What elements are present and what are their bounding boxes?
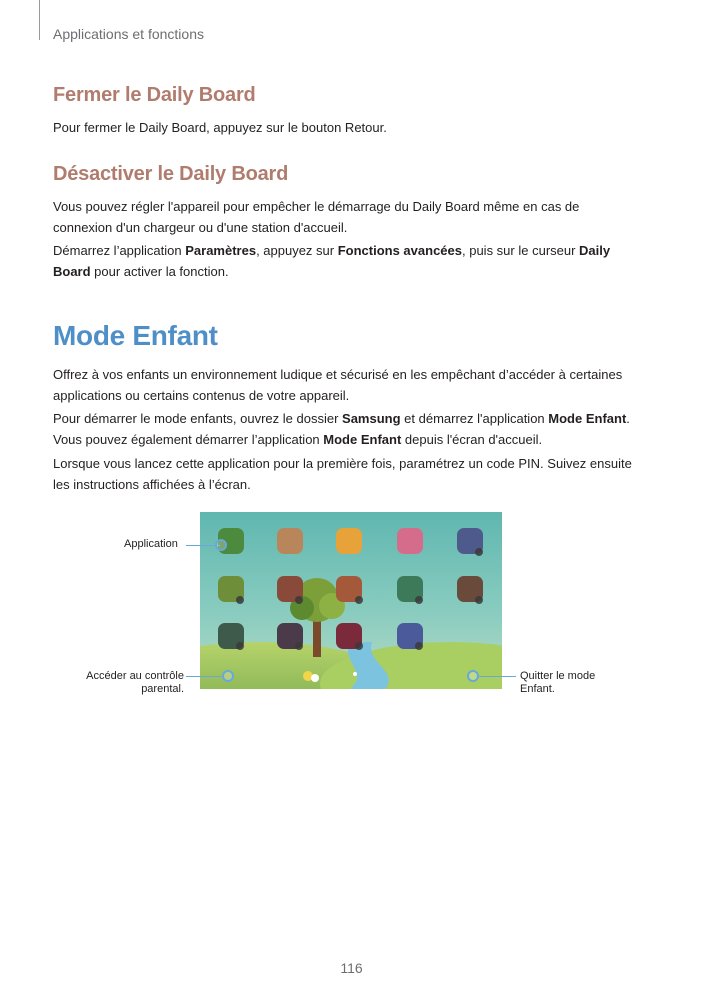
close-paragraph: Pour fermer le Daily Board, appuyez sur le bouton Retour. — [53, 120, 387, 135]
callout-application-label: Application — [124, 538, 178, 550]
callout-parental-marker — [222, 670, 234, 682]
disable-paragraph-2: Démarrez l’application Paramètres, appuyez sur Fonctions avancées, puis sur le curseur Daily Board pour activer la fonction. — [53, 243, 611, 279]
section-title-disable: Désactiver le Daily Board — [53, 163, 289, 185]
callout-parental-label: Accéder au contrôle parental. — [86, 670, 184, 695]
kids-paragraph-3: Lorsque vous lancez cette application pour la première fois, paramétrez un code PIN. Suivez ensuite les instructions affichées à l’écran. — [53, 456, 632, 492]
kids-paragraph-2: Pour démarrer le mode enfants, ouvrez le dossier Samsung et démarrez l'application Mode Enfant. Vous pouvez également démarrer l’application Mode Enfant depuis l'écran d'accueil. — [53, 411, 630, 447]
page-indicator — [353, 672, 357, 676]
disable-paragraph-1: Vous pouvez régler l'appareil pour empêcher le démarrage du Daily Board même en cas de connexion d'un chargeur ou d'une station d'accueil. — [53, 199, 580, 235]
section-title-close: Fermer le Daily Board — [53, 84, 256, 106]
callout-application-marker — [215, 539, 227, 551]
callout-exit-line — [479, 676, 516, 677]
callout-exit-marker — [467, 670, 479, 682]
callout-parental-line — [186, 676, 224, 677]
header-title: Applications et fonctions — [53, 26, 204, 42]
kids-mode-illustration — [200, 512, 502, 689]
kids-mode-screenshot — [200, 512, 502, 689]
page-number: 116 — [340, 960, 363, 976]
section-title-kids-mode: Mode Enfant — [53, 320, 218, 351]
kids-paragraph-1: Offrez à vos enfants un environnement ludique et sécurisé en les empêchant d’accéder à certaines applications ou certains contenus de votre appareil. — [53, 367, 623, 403]
header-rule — [39, 0, 40, 40]
callout-exit-label: Quitter le mode Enfant. — [520, 670, 596, 695]
